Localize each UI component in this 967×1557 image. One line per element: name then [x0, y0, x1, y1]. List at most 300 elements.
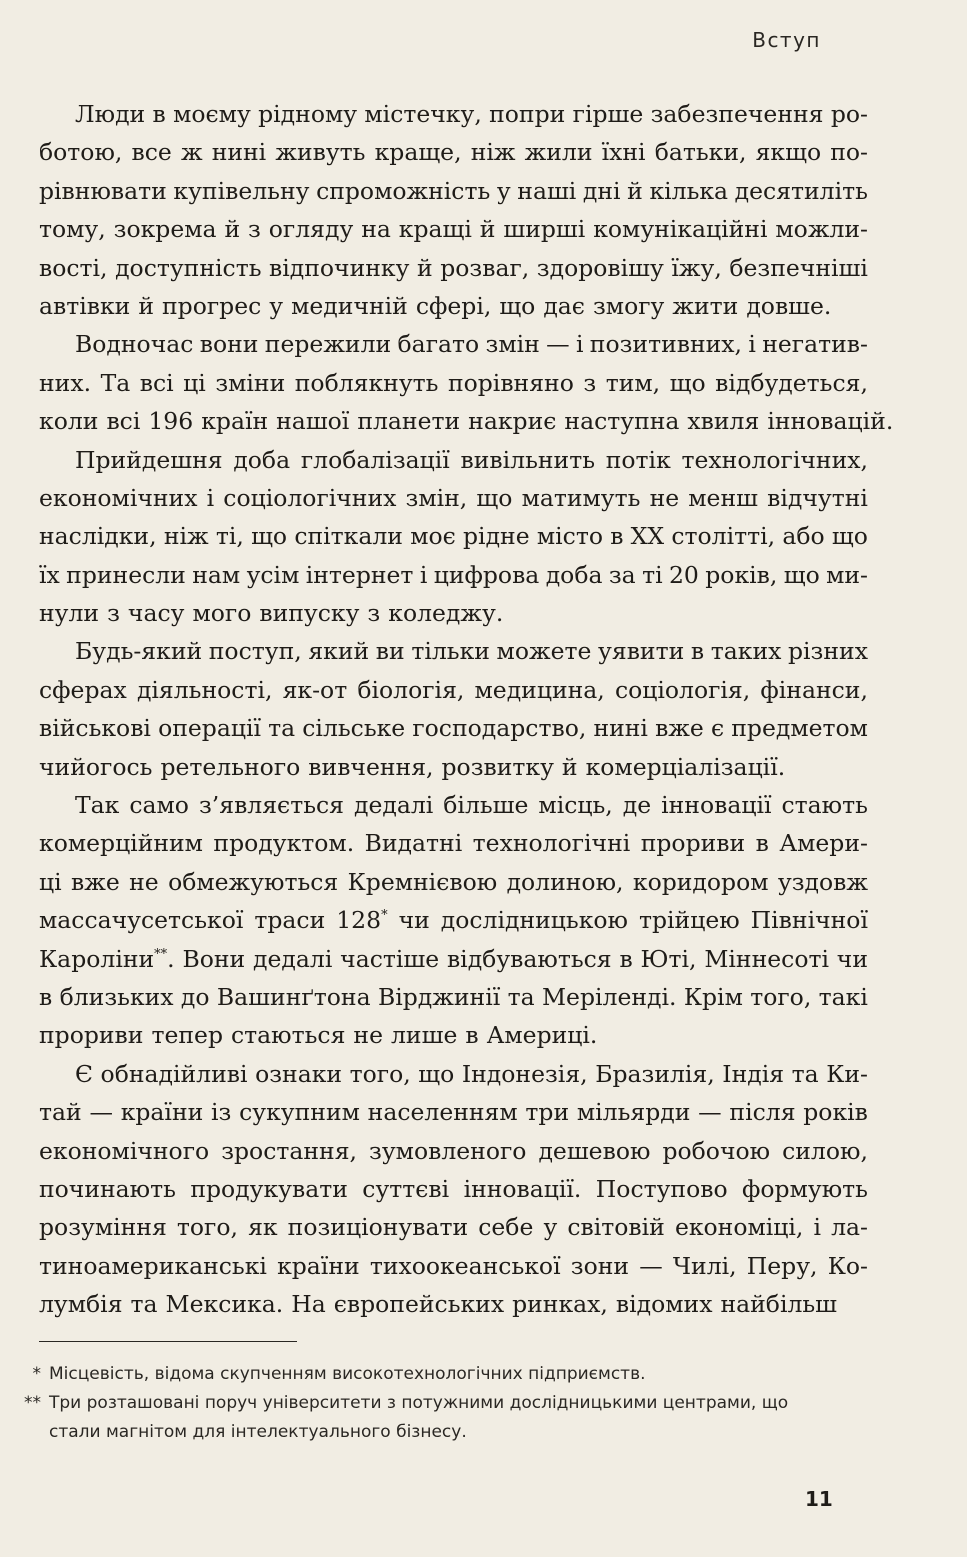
word: чийогось	[39, 752, 153, 781]
word: Амери-	[779, 829, 868, 858]
word: операції	[158, 714, 261, 743]
word: розуміння	[39, 1213, 167, 1242]
footnote-mark: *	[32, 1364, 41, 1384]
text-line	[39, 632, 868, 670]
word: —	[639, 1251, 663, 1280]
word: доба	[545, 560, 603, 589]
word: країни	[120, 1098, 204, 1127]
word: наслідки,	[39, 522, 157, 551]
word: забезпечення	[650, 100, 824, 128]
word: позиціонувати	[287, 1213, 469, 1242]
word: Є	[75, 1059, 93, 1088]
word: їх	[39, 560, 60, 589]
text-line	[39, 1132, 868, 1170]
word: зумовленого	[369, 1136, 527, 1165]
word: зони	[570, 1251, 630, 1280]
word: технологічних,	[681, 445, 868, 474]
word: кілька	[649, 176, 729, 205]
word: у	[543, 1213, 558, 1242]
text-line	[39, 901, 868, 939]
text-line	[39, 709, 868, 747]
word: ніж	[470, 138, 516, 167]
footnote-text	[49, 1389, 788, 1447]
word: можете	[496, 637, 592, 666]
word: 196	[148, 407, 194, 436]
word: нині	[593, 714, 648, 743]
word: в	[619, 944, 633, 973]
footnote-line: стали магнітом для інтелектуального бізнесу.	[49, 1422, 467, 1442]
word: тай	[39, 1098, 82, 1127]
word: огляду	[268, 215, 354, 244]
word: що	[783, 560, 820, 589]
word: й	[627, 176, 643, 205]
word: прориви	[39, 1021, 144, 1050]
word: Водночас	[75, 330, 194, 359]
word: Північної	[750, 906, 868, 935]
word: планети	[357, 407, 461, 436]
word: розвитку	[441, 752, 554, 781]
word: країн	[201, 407, 269, 436]
word: тим,	[605, 368, 661, 397]
word: ніж	[163, 522, 209, 551]
word: інтернет	[305, 560, 414, 589]
text-line	[39, 517, 868, 555]
text-line	[39, 1093, 868, 1131]
footnote-line: Три розташовані поруч університети з потужними дослідницькими центрами, що	[49, 1393, 789, 1413]
word: тому,	[39, 215, 106, 244]
word: стають	[781, 791, 868, 820]
word: та	[130, 1290, 158, 1319]
word: уздовж	[777, 867, 868, 896]
word: пережили	[264, 330, 392, 359]
word: траси	[254, 906, 326, 935]
word: ХХ	[630, 522, 665, 551]
text-line	[39, 441, 868, 479]
text-line	[39, 95, 868, 133]
word: або	[782, 522, 825, 551]
text-line	[39, 594, 868, 632]
word: економічного	[39, 1136, 210, 1165]
word: наступна	[564, 407, 680, 436]
word: медичній	[291, 291, 408, 320]
word: дні	[582, 176, 621, 205]
word: Юті,	[640, 944, 697, 973]
footnote-marker: *	[381, 908, 388, 924]
text-line	[39, 325, 868, 363]
word: військові	[39, 714, 151, 743]
word: моєму	[173, 100, 251, 128]
word: ці	[39, 867, 62, 896]
word: господарство,	[412, 714, 587, 743]
word: ботою,	[39, 138, 123, 167]
word: і	[813, 1213, 822, 1242]
word: за	[608, 560, 636, 589]
word: чи	[398, 906, 430, 935]
word: наші	[517, 176, 577, 205]
word: ж	[180, 138, 203, 167]
word: коридором	[632, 867, 769, 896]
word: вони	[199, 330, 259, 359]
word: не	[649, 483, 680, 512]
word: в	[690, 637, 705, 666]
word: сфері,	[415, 291, 492, 320]
word: в	[152, 100, 166, 128]
word: Перу,	[746, 1251, 818, 1280]
word: що	[476, 483, 513, 512]
word: більше	[443, 791, 529, 820]
word: чи	[836, 944, 868, 973]
word: містечку,	[364, 100, 482, 128]
word: робочою	[662, 1136, 771, 1165]
footnote-divider	[39, 1341, 297, 1342]
word: довше.	[746, 291, 832, 320]
word: силою,	[782, 1136, 868, 1165]
word: вості,	[39, 253, 108, 282]
word: з	[107, 599, 120, 628]
word: себе	[478, 1213, 534, 1242]
paragraph	[39, 95, 868, 325]
word: років,	[705, 560, 778, 589]
word: принесли	[66, 560, 186, 589]
word: Чилі,	[672, 1251, 737, 1280]
word: Вашинґтона	[216, 982, 371, 1011]
text-line	[39, 863, 868, 901]
word: ми-	[826, 560, 868, 589]
word: випуску	[259, 599, 360, 628]
word: безпечніші	[729, 253, 868, 282]
word: тільки	[411, 637, 490, 666]
word: ро-	[830, 100, 868, 128]
word: що	[499, 291, 536, 320]
word: коледжу.	[388, 599, 504, 628]
word: попри	[489, 100, 566, 128]
word: порівняно	[447, 368, 574, 397]
word: стаються	[231, 1021, 346, 1050]
word: вивільнить	[460, 445, 596, 474]
word: Видатні	[364, 829, 463, 858]
word: Ки-	[826, 1059, 868, 1088]
word: соціологічних	[223, 483, 397, 512]
word: що	[831, 522, 868, 551]
word: дає	[543, 291, 585, 320]
footnote-mark: **	[24, 1393, 41, 1413]
word: відпочинку	[269, 253, 410, 282]
word: вже	[71, 867, 120, 896]
word: таких	[710, 637, 782, 666]
word: обнадійливі	[100, 1059, 248, 1088]
word: три	[525, 1098, 570, 1127]
word: купівельну	[173, 176, 310, 205]
word: населенням	[367, 1098, 518, 1127]
word: того,	[176, 1213, 238, 1242]
word: уявити	[598, 637, 685, 666]
word: зокрема	[113, 215, 217, 244]
footnote	[10, 1360, 870, 1389]
word: суттєві	[362, 1174, 450, 1203]
word: ви	[375, 637, 405, 666]
word: Будь-який	[75, 637, 203, 666]
text-line	[39, 786, 868, 824]
word: На	[291, 1290, 326, 1319]
word: з	[583, 368, 597, 397]
word: негатив-	[762, 330, 868, 359]
word: них.	[39, 368, 92, 397]
paragraph	[39, 632, 868, 786]
word: обмежуються	[168, 867, 339, 896]
word: місць,	[538, 791, 613, 820]
word: із	[211, 1098, 232, 1127]
word: як-от	[282, 675, 348, 704]
word: вивчення,	[308, 752, 434, 781]
word: комерційним	[39, 829, 203, 858]
word: прориви	[640, 829, 746, 858]
word: комерціалізації.	[585, 752, 786, 781]
word: —	[698, 1098, 722, 1127]
word: Прийдешня	[75, 445, 223, 474]
word: змогу	[592, 291, 665, 320]
word: світовій	[567, 1213, 665, 1242]
word: усім	[246, 560, 300, 589]
word: позитивних,	[589, 330, 743, 359]
word: по-	[830, 138, 868, 167]
word: дешевою	[538, 1136, 651, 1165]
word: після	[729, 1098, 796, 1127]
word: і	[206, 483, 215, 512]
word: у	[496, 176, 511, 205]
word: з	[248, 215, 261, 244]
word: в	[465, 1021, 479, 1050]
word: ті,	[215, 522, 244, 551]
word: краще,	[374, 138, 462, 167]
word: Люди	[75, 100, 146, 128]
word: відчутні	[767, 483, 868, 512]
word: дослідницькою	[440, 906, 628, 935]
word: Індонезія,	[461, 1059, 588, 1088]
word: з’являється	[198, 791, 344, 820]
word: нули	[39, 599, 100, 628]
word: інновації.	[463, 1174, 582, 1203]
word: ці	[183, 368, 206, 397]
word: потік	[605, 445, 671, 474]
word: не	[353, 1021, 383, 1050]
text-line	[39, 1247, 868, 1285]
word: різних	[788, 637, 868, 666]
text-line	[39, 287, 868, 325]
word: спроможність	[316, 176, 491, 205]
word: діяльності,	[136, 675, 273, 704]
word: поступ,	[208, 637, 302, 666]
word: що	[251, 522, 288, 551]
word: є	[710, 714, 725, 743]
word: медицина,	[474, 675, 605, 704]
word: —	[89, 1098, 113, 1127]
word: зміни	[215, 368, 286, 397]
word: здоровішу	[536, 253, 664, 282]
word: в	[610, 522, 624, 551]
word: Кремнієвою	[347, 867, 498, 896]
word: європейських	[333, 1290, 505, 1319]
word: і	[419, 560, 428, 589]
word: Кароліни**.	[39, 944, 175, 973]
word: долиною,	[506, 867, 624, 896]
word: економічних	[39, 483, 198, 512]
word: відбудеться,	[715, 368, 868, 397]
word: нині	[211, 138, 267, 167]
text-line	[39, 1055, 868, 1093]
word: до	[180, 982, 210, 1011]
text-line	[39, 172, 868, 210]
word: та	[507, 982, 535, 1011]
text-line	[39, 978, 868, 1016]
word: поблякнуть	[294, 368, 439, 397]
word: як	[248, 1213, 278, 1242]
word: глобалізації	[300, 445, 450, 474]
word: живуть	[275, 138, 366, 167]
word: жили	[524, 138, 593, 167]
word: Вони	[182, 944, 246, 973]
word: продуктом.	[213, 829, 355, 858]
word: розваг,	[440, 253, 530, 282]
word: й	[479, 215, 496, 244]
word: частіше	[340, 944, 440, 973]
word: Індія	[722, 1059, 785, 1088]
word: Та	[100, 368, 131, 397]
word: тихоокеанської	[369, 1251, 561, 1280]
word: часу	[127, 599, 185, 628]
word: у	[269, 291, 284, 320]
word: Крім	[683, 982, 743, 1011]
paragraph	[39, 441, 868, 633]
word: що	[669, 368, 706, 397]
word: накриє	[468, 407, 557, 436]
word: дедалі	[253, 944, 333, 973]
word: продукувати	[190, 1174, 348, 1203]
word: в	[755, 829, 769, 858]
text-line	[39, 210, 868, 248]
word: хвиля	[687, 407, 760, 436]
word: ретельного	[160, 752, 301, 781]
word: з	[367, 599, 381, 628]
word: тиноамериканські	[39, 1251, 267, 1280]
word: й	[416, 253, 433, 282]
word: автівки	[39, 291, 131, 320]
word: такі	[818, 982, 868, 1011]
word: коли	[39, 407, 99, 436]
word: технологічні	[472, 829, 631, 858]
word: цифрова	[433, 560, 540, 589]
word: відомих	[615, 1290, 713, 1319]
paragraph	[39, 325, 894, 440]
word: якщо	[755, 138, 822, 167]
word: інновації	[661, 791, 772, 820]
word: десятиліть	[734, 176, 868, 205]
word: всі	[106, 407, 141, 436]
word: їжу,	[671, 253, 722, 282]
word: Бразилія,	[595, 1059, 715, 1088]
text-line	[39, 824, 868, 862]
word: ла-	[831, 1213, 868, 1242]
word: ширші	[503, 215, 586, 244]
word: й	[138, 291, 155, 320]
word: вже	[655, 714, 704, 743]
page-number: 11	[805, 1487, 833, 1511]
word: країни	[277, 1251, 360, 1280]
word: на	[361, 215, 391, 244]
word: відбуваються	[446, 944, 612, 973]
word: доба	[233, 445, 291, 474]
word: що	[418, 1059, 455, 1088]
word: предметом	[731, 714, 868, 743]
word: кращі	[398, 215, 472, 244]
word: в	[39, 982, 53, 1011]
word: Поступово	[595, 1174, 728, 1203]
paragraph	[39, 786, 868, 1055]
text-line	[39, 402, 894, 440]
word: спіткали	[294, 522, 403, 551]
footnote	[10, 1389, 870, 1447]
word: нам	[192, 560, 241, 589]
text-line	[39, 1016, 868, 1054]
text-line	[39, 479, 868, 517]
word: зростання,	[221, 1136, 357, 1165]
word: рідне	[463, 522, 530, 551]
word: змін,	[405, 483, 468, 512]
text-line	[39, 133, 868, 171]
word: ознаки	[255, 1059, 343, 1088]
word: і	[748, 330, 756, 359]
word: формують	[742, 1174, 868, 1203]
word: найбільш	[720, 1290, 838, 1319]
word: батьки,	[654, 138, 747, 167]
word: моє	[410, 522, 456, 551]
text-line	[39, 249, 868, 287]
word: соціологія,	[614, 675, 751, 704]
word: рівнювати	[39, 176, 167, 205]
word: який	[308, 637, 370, 666]
word: не	[129, 867, 159, 896]
word: нашої	[276, 407, 350, 436]
text-line	[39, 1285, 868, 1323]
footnote-line: Місцевість, відома скупченням високотехнологічних підприємств.	[49, 1364, 646, 1384]
word: доступність	[115, 253, 262, 282]
running-head: Вступ	[752, 28, 821, 52]
word: Мексика.	[165, 1290, 284, 1319]
word: та	[268, 714, 296, 743]
text-line	[39, 1208, 868, 1246]
word: жити	[672, 291, 739, 320]
word: 128*	[336, 906, 388, 935]
word: тепер	[151, 1021, 223, 1050]
text-line	[39, 671, 868, 709]
word: —	[546, 330, 570, 359]
text-line	[39, 556, 868, 594]
word: інновацій.	[767, 407, 894, 436]
word: мільярди	[576, 1098, 691, 1127]
word: можли-	[775, 215, 868, 244]
word: ринках,	[512, 1290, 608, 1319]
word: массачусетської	[39, 906, 244, 935]
footnotes	[10, 1360, 870, 1447]
word: прогрес	[162, 291, 262, 320]
word: біологія,	[357, 675, 465, 704]
word: років	[803, 1098, 868, 1127]
word: всі	[139, 368, 174, 397]
word: Так	[75, 791, 120, 820]
word: мого	[192, 599, 252, 628]
word: ті	[642, 560, 663, 589]
word: Міннесоті	[704, 944, 829, 973]
word: рідному	[258, 100, 358, 128]
